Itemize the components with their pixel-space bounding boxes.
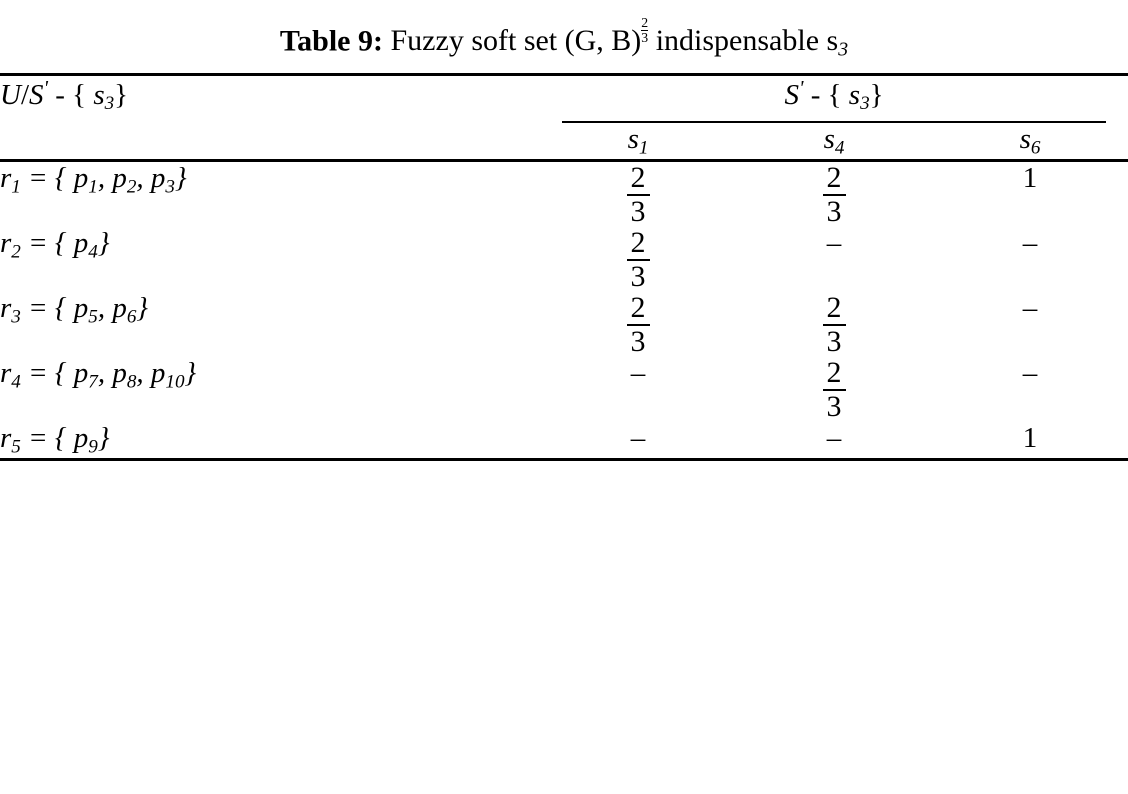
fraction-numerator: 2 <box>826 356 842 390</box>
corner-header-cell <box>0 74 540 123</box>
table-row <box>0 422 1128 460</box>
column-header-s4-sub: 4 <box>834 137 845 159</box>
table-row <box>0 357 1128 422</box>
cell-value: – <box>630 357 646 390</box>
cell-value: – <box>1022 292 1038 325</box>
table-row <box>0 161 1128 228</box>
cell-r2-s4 <box>736 227 932 292</box>
group-header-prime: ' <box>798 75 804 100</box>
group-header-text <box>540 76 1128 115</box>
table-bottom-rule <box>0 460 1128 462</box>
cell-r1-s4 <box>736 161 932 228</box>
caption-exponent-numerator: 2 <box>641 15 649 30</box>
caption-exponent <box>641 16 648 45</box>
fraction-denominator: 3 <box>627 194 650 228</box>
cell-value: – <box>826 227 842 260</box>
group-header-s: S <box>784 78 799 111</box>
cell-value: – <box>826 422 842 455</box>
caption-text-after: indispensable s <box>655 24 839 58</box>
corner-header-sub-num: 3 <box>104 92 115 114</box>
cell-r3-s6 <box>932 292 1128 357</box>
fraction-denominator: 3 <box>823 194 846 228</box>
table-row <box>0 227 1128 292</box>
cell-value: – <box>1022 227 1038 260</box>
cell-value: 1 <box>1022 162 1038 195</box>
fraction-numerator: 2 <box>826 161 842 195</box>
table-header-row-group <box>0 74 1128 123</box>
cell-r4-s6 <box>932 357 1128 422</box>
fraction <box>823 292 846 357</box>
fraction-denominator: 3 <box>823 324 846 358</box>
row-label-r1-symbol: r <box>0 162 12 195</box>
cell-r5-s4 <box>736 422 932 460</box>
column-header-s6-symbol: s <box>1019 122 1031 155</box>
fraction <box>823 162 846 227</box>
column-header-s1-symbol: s <box>627 122 639 155</box>
column-header-s1 <box>540 123 736 161</box>
fraction <box>823 357 846 422</box>
cell-value: – <box>1022 357 1038 390</box>
column-header-row <box>0 123 1128 161</box>
caption-exponent-denominator: 3 <box>641 29 649 45</box>
group-header-cell <box>540 74 1128 123</box>
cell-r5-s1 <box>540 422 736 460</box>
corner-header-close: } <box>114 78 129 111</box>
caption-label: Table 9: <box>279 24 383 58</box>
cell-value: – <box>630 422 646 455</box>
fraction <box>627 292 650 357</box>
group-header-sub-s: s <box>848 78 861 111</box>
row-label-r2: $r_2$ = { $p_4$} <box>0 227 110 263</box>
cell-r3-s4 <box>736 292 932 357</box>
group-header-minus: - { <box>803 78 849 111</box>
cell-r1-s6 <box>932 161 1128 228</box>
row-label-r4: $r_4$ = { $p_7$, $p_8$, $p_{10}$} <box>0 357 197 393</box>
cell-r5-s6 <box>932 422 1128 460</box>
fraction-numerator: 2 <box>630 291 646 325</box>
row-label-r3: $r_3$ = { $p_5$, $p_6$} <box>0 292 149 328</box>
corner-header-minus: - { <box>47 78 94 111</box>
cell-value: 1 <box>1022 422 1038 455</box>
cell-r4-s4 <box>736 357 932 422</box>
data-table <box>0 73 1128 462</box>
caption-text-before: Fuzzy soft set (G, B) <box>390 24 642 58</box>
cell-r2-s6 <box>932 227 1128 292</box>
caption-text-after-subscript: 3 <box>838 38 849 61</box>
fraction-denominator: 3 <box>627 259 650 293</box>
cell-r2-s1 <box>540 227 736 292</box>
column-header-empty <box>0 123 540 161</box>
row-label-r1: $r_1$ = { $p_1$, $p_2$, $p_3$} <box>0 161 540 228</box>
fraction-numerator: 2 <box>826 291 842 325</box>
corner-header-s: S <box>29 78 44 111</box>
column-header-s6 <box>932 123 1128 161</box>
fraction-numerator: 2 <box>630 161 646 195</box>
row-label-r5: $r_5$ = { $p_9$} <box>0 422 110 458</box>
corner-header-sub-s: s <box>93 78 105 111</box>
table-caption <box>0 0 1128 73</box>
column-header-s1-sub: 1 <box>638 137 649 159</box>
fraction <box>627 162 650 227</box>
group-header-close: } <box>869 78 884 111</box>
fraction-numerator: 2 <box>630 226 646 260</box>
fraction-denominator: 3 <box>627 324 650 358</box>
cell-r4-s1 <box>540 357 736 422</box>
bottom-rule-cell <box>0 460 1128 462</box>
column-header-s6-sub: 6 <box>1030 137 1041 159</box>
corner-header-u: U <box>0 78 21 111</box>
table-row <box>0 292 1128 357</box>
cell-r3-s1 <box>540 292 736 357</box>
column-header-s4-symbol: s <box>823 122 835 155</box>
cell-r1-s1 <box>540 161 736 228</box>
fraction-denominator: 3 <box>823 389 846 423</box>
fraction <box>627 227 650 292</box>
group-header-sub-num: 3 <box>860 92 870 114</box>
corner-header-prime: ' <box>43 75 48 100</box>
corner-header-slash: / <box>20 78 30 111</box>
column-header-s4 <box>736 123 932 161</box>
